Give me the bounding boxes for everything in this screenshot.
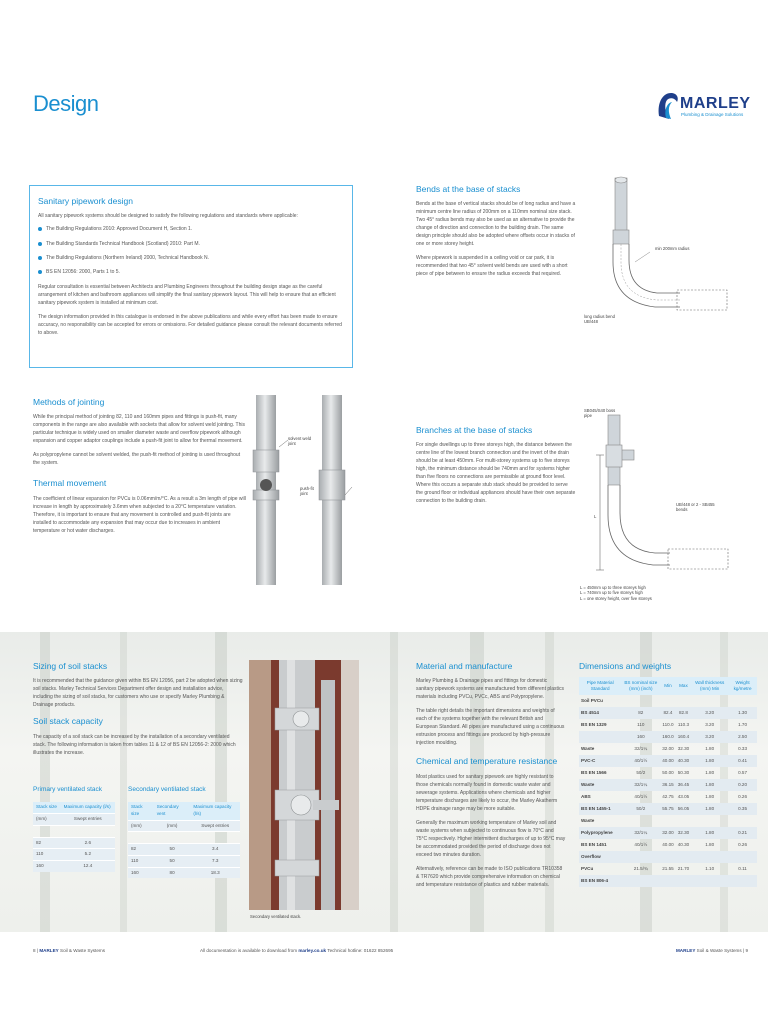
table-cell: 55.75 bbox=[660, 803, 676, 815]
footer-page-left: 8 bbox=[33, 948, 36, 953]
sizing-section bbox=[33, 660, 243, 763]
table-header: Weight kg/metre bbox=[728, 677, 757, 695]
table-cell: BS EN 1566 bbox=[581, 769, 607, 775]
table-cell bbox=[691, 875, 728, 887]
footer-url-link[interactable]: marley.co.uk bbox=[298, 948, 327, 953]
table-cell: 82.4 bbox=[660, 707, 676, 719]
table-cell: 1.80 bbox=[691, 779, 728, 791]
table-cell: Polypropylene bbox=[579, 827, 621, 839]
table-cell: 110 bbox=[33, 849, 61, 861]
table-cell: 1.80 bbox=[691, 827, 728, 839]
page-title: Design bbox=[33, 91, 99, 116]
table-cell: 160.4 bbox=[676, 731, 692, 743]
table-cell: 1.80 bbox=[691, 803, 728, 815]
jointing-section bbox=[33, 396, 248, 541]
legend-item: L = 450mm up to three storeys high bbox=[580, 585, 646, 590]
table-cell: BS EN 1455-1 bbox=[579, 803, 621, 815]
primary-table-title: Primary ventilated stack bbox=[33, 786, 102, 793]
table-cell: 32.30 bbox=[676, 827, 692, 839]
table-cell: 40.30 bbox=[676, 755, 692, 767]
marley-logo-icon bbox=[655, 90, 681, 122]
table-cell: 5.2 bbox=[61, 849, 115, 861]
table-header: Pipe Material Standard bbox=[579, 677, 621, 695]
table-cell: 36.15 bbox=[660, 779, 676, 791]
table-cell bbox=[660, 695, 676, 707]
branches-section bbox=[416, 424, 576, 511]
footer bbox=[0, 948, 768, 962]
table-cell: 3.20 bbox=[691, 707, 728, 719]
table-cell bbox=[728, 851, 757, 863]
table-cell: 0.11 bbox=[738, 865, 747, 871]
table-cell: 36.45 bbox=[676, 779, 692, 791]
table-cell: 32.30 bbox=[677, 745, 690, 751]
marley-logo bbox=[655, 90, 751, 126]
dimensions-title: Dimensions and weights bbox=[579, 661, 672, 671]
table-cell: 1.80 bbox=[705, 769, 715, 775]
table-row bbox=[128, 844, 240, 856]
table-header: Min bbox=[660, 677, 676, 695]
secondary-table-title: Secondary ventilated stack bbox=[128, 786, 206, 793]
radius-label: min 200mm radius bbox=[655, 246, 690, 251]
table-cell: 40/1½ bbox=[621, 755, 660, 767]
footer-right: MARLEY Soil & Waste Systems | 9 bbox=[675, 948, 748, 953]
secondary-table bbox=[128, 802, 240, 878]
table-cell bbox=[676, 815, 692, 827]
material-section bbox=[416, 660, 566, 895]
solvent-weld-label: solvent weld joint bbox=[288, 436, 312, 447]
logo-wordmark: MARLEY bbox=[680, 95, 751, 112]
table-cell: Waste bbox=[581, 817, 595, 823]
table-cell: 3.4 bbox=[190, 844, 240, 856]
table-cell: 110 bbox=[128, 856, 154, 868]
table-cell: 18.3 bbox=[190, 867, 240, 878]
table-row bbox=[579, 743, 757, 755]
table-cell bbox=[691, 815, 728, 827]
table-header: Secondary vent bbox=[154, 802, 191, 820]
table-row bbox=[579, 875, 757, 887]
table-cell: PVCu bbox=[581, 865, 594, 871]
table-cell: 82 bbox=[33, 837, 61, 849]
table-cell: 1.30 bbox=[728, 707, 757, 719]
table-cell: 160 bbox=[33, 861, 61, 872]
table-cell: Swept entries bbox=[190, 820, 240, 832]
table-cell: PVC-C bbox=[579, 755, 621, 767]
dimensions-table bbox=[579, 677, 757, 887]
chemical-paragraph-2: Generally the maximum working temperature of Marley soil and waste systems when subjected to continuous flow is 70°C and 75°C respectively. Higher intermittent discharges of up to 95°C may be accommodated provided the period of discharge does not exceed two minutes duration. bbox=[416, 819, 566, 858]
sizing-title: Sizing of soil stacks bbox=[33, 661, 108, 671]
table-row bbox=[128, 867, 240, 878]
table-cell: 0.57 bbox=[738, 769, 748, 775]
branches-paragraph: For single dwellings up to three storeys high, the distance between the centre line of the lowest branch connection and the invert of the drain should be at least 450mm. For multi-storey systems up to five storeys high, the minimum distance should be 740mm and for systems higher than five floors no connections are permissible at ground floor level. Where this occurs a separate stub stack should be provided to serve the ground floor or individual appliances should have their own separate connection to the building drain. bbox=[416, 442, 576, 505]
table-cell bbox=[621, 851, 660, 863]
table-header: Stack size bbox=[128, 802, 154, 820]
table-cell: ABS bbox=[581, 793, 591, 799]
table-cell: Waste bbox=[581, 745, 595, 751]
table-cell: 110.0 bbox=[662, 721, 674, 727]
table-cell: 50/2 bbox=[621, 803, 660, 815]
table-cell: 82.8 bbox=[676, 707, 692, 719]
table-cell: 0.35 bbox=[728, 803, 757, 815]
table-cell: 42.75 bbox=[662, 793, 674, 799]
table-cell: Waste bbox=[579, 779, 621, 791]
regulations-list bbox=[38, 226, 344, 276]
footer-left: 8 | MARLEY Soil & Waste Systems bbox=[33, 948, 106, 953]
table-cell: 32.00 bbox=[660, 827, 676, 839]
material-paragraph-2: The table right details the important dimensions and weights of each of the systems together with the relevant British and European Standard. All pipes are manufactured using a continuous extrusion process and fittings are produced by high-pressure injection moulding. bbox=[416, 708, 565, 747]
table-cell: 1.80 bbox=[705, 841, 715, 847]
stack-photo bbox=[249, 660, 359, 910]
table-cell: 2.50 bbox=[728, 731, 757, 743]
chemical-title: Chemical and temperature resistance bbox=[416, 756, 558, 767]
table-cell: 80 bbox=[154, 867, 191, 878]
table-row bbox=[579, 695, 757, 707]
table-cell: 110.3 bbox=[677, 721, 690, 727]
table-cell: 50 bbox=[154, 844, 191, 856]
table-row bbox=[579, 827, 757, 839]
table-header: Maximum capacity (l/s) bbox=[61, 802, 115, 813]
table-cell: 1.80 bbox=[705, 745, 715, 751]
table-row bbox=[579, 851, 757, 863]
table-cell bbox=[621, 875, 660, 887]
branches-title: Branches at the base of stacks bbox=[416, 425, 533, 435]
table-cell: 1.70 bbox=[738, 721, 748, 727]
footer-hotline: Technical hotline: 01622 852695 bbox=[327, 948, 394, 953]
list-item: BS EN 12056: 2000, Parts 1 to 5. bbox=[38, 269, 344, 276]
table-row bbox=[579, 791, 757, 803]
branch-diagram bbox=[578, 405, 738, 590]
sanitary-design-box bbox=[29, 185, 353, 368]
table-cell bbox=[660, 875, 676, 887]
table-cell bbox=[728, 695, 757, 707]
chemical-paragraph-1: Most plastics used for sanitary pipework are highly resistant to those chemicals normally found in domestic waste water and sewerage systems. Applications where chemicals and higher temperature discharges are likely to occur, the Marley Akatherm HDPE drainage range may be more suitable. bbox=[416, 773, 558, 812]
thermal-paragraph: The coefficient of linear expansion for PVCu is 0.06mm/m/°C. As a result a 3m length of pipe will increase in length by approximately 3.6mm when subjected to a 20°C temperature variation. Therefore, it is important to ensure that any movement is controlled and push-fit joints are installed to accommodate any expansion that may occur due to increases in ambient temperature or hot water discharges. bbox=[33, 495, 246, 534]
footer-center bbox=[200, 948, 393, 955]
primary-table-block bbox=[33, 785, 118, 872]
table-header: BS nominal size (mm) (inch) bbox=[621, 677, 660, 695]
table-cell: 0.26 bbox=[738, 793, 748, 799]
table-cell: 160 bbox=[621, 731, 660, 743]
list-item: The Building Regulations (Northern Ireland) 2000, Technical Handbook N. bbox=[38, 255, 344, 262]
table-cell: 32/1¼ bbox=[621, 779, 660, 791]
table-cell bbox=[691, 851, 728, 863]
table-cell: 7.3 bbox=[190, 856, 240, 868]
capacity-title: Soil stack capacity bbox=[33, 716, 103, 727]
table-cell bbox=[728, 815, 757, 827]
jointing-paragraph-2: As polypropylene cannot be solvent welded, the push-fit method of jointing is used throughout the system. bbox=[33, 452, 241, 467]
table-header: Stack size bbox=[33, 802, 61, 813]
table-cell: 21.55 bbox=[662, 865, 674, 871]
sanitary-title: Sanitary pipework design bbox=[38, 196, 133, 206]
secondary-table-block bbox=[128, 785, 243, 878]
legend-item: L = 740mm up to five storeys high bbox=[580, 590, 643, 596]
table-cell: 43.05 bbox=[677, 793, 690, 799]
sanitary-paragraph-1: Regular consultation is essential between Architects and Plumbing Engineers throughout the building design stage as the careful arrangement of kitchen and bathroom appliances will simplify the final sanitary pipework layout. This will help to ensure that an efficient sanitary pipework system is installed at minimum cost. bbox=[38, 284, 336, 307]
table-cell: 32/1¼ bbox=[634, 745, 648, 751]
table-cell: 3.20 bbox=[705, 721, 715, 727]
table-cell: 82 bbox=[128, 844, 154, 856]
table-row bbox=[579, 707, 757, 719]
table-cell: 32.00 bbox=[662, 745, 674, 751]
table-cell: 110 bbox=[637, 721, 645, 727]
bends-section bbox=[416, 183, 576, 284]
table-cell bbox=[579, 731, 621, 743]
boss-pipe-label: SB045/S40 boss pipe bbox=[584, 408, 616, 419]
table-cell: 40.00 bbox=[660, 755, 676, 767]
table-cell: BS EN 806-4 bbox=[579, 875, 621, 887]
table-cell: 0.21 bbox=[728, 827, 757, 839]
table-cell: 1.80 bbox=[691, 755, 728, 767]
table-cell: 32/1¼ bbox=[621, 827, 660, 839]
table-row bbox=[33, 837, 115, 849]
table-row bbox=[579, 719, 757, 731]
table-cell: 56.05 bbox=[676, 803, 692, 815]
table-cell: 0.26 bbox=[738, 841, 748, 847]
sanitary-intro: All sanitary pipework systems should be designed to satisfy the following regulations and standards where applicable: bbox=[38, 213, 298, 220]
jointing-title: Methods of jointing bbox=[33, 397, 105, 407]
logo-tagline: Plumbing & Drainage Solutions bbox=[681, 112, 744, 117]
table-header: Maximum capacity (l/s) bbox=[190, 802, 240, 820]
footer-right-text: Soil & Waste Systems bbox=[696, 948, 742, 953]
table-cell: BS EN 1329 bbox=[581, 721, 607, 727]
table-cell: 21.70 bbox=[677, 865, 690, 871]
table-row bbox=[579, 863, 757, 875]
table-row bbox=[579, 755, 757, 767]
bends-paragraph-1: Bends at the base of vertical stacks should be of long radius and have a minimum centre line radius of 200mm on a 110mm nominal size stack. Two 45° radius bends may also be used as an alternative to provide the change of direction and connection to the building drain. The same design principle should also be adopted where offsets occur in stacks of one or more storey height. bbox=[416, 201, 576, 248]
footer-left-text: Soil & Waste Systems bbox=[60, 948, 106, 953]
table-cell bbox=[660, 815, 676, 827]
stack-photo-caption: Secondary ventilated stack. bbox=[250, 914, 302, 919]
primary-table bbox=[33, 802, 115, 871]
table-row bbox=[579, 767, 757, 779]
table-cell: 40/1½ bbox=[634, 841, 648, 847]
table-row bbox=[33, 861, 115, 872]
list-item: The Building Standards Technical Handbook (Scotland) 2010: Part M. bbox=[38, 241, 344, 248]
table-cell bbox=[691, 695, 728, 707]
table-cell: 1.80 bbox=[705, 793, 715, 799]
dimensions-section bbox=[579, 660, 759, 887]
table-cell: 50.00 bbox=[662, 769, 674, 775]
table-cell: 160.0 bbox=[660, 731, 676, 743]
table-row bbox=[579, 803, 757, 815]
legend-item: L = one storey height, over five storeys bbox=[580, 595, 652, 601]
table-cell: 40.00 bbox=[662, 841, 674, 847]
table-cell: 1.10 bbox=[705, 865, 715, 871]
chemical-paragraph-3: Alternatively, reference can be made to ISO publications TR10358 & TR7620 which provide comprehensive information on chemical and temperature resistance of plastics and rubber materials. bbox=[416, 865, 563, 888]
branch-legend bbox=[580, 585, 700, 601]
branch-bends-label: UB/448 or 2 - SB455 bends bbox=[676, 502, 715, 513]
table-cell bbox=[676, 695, 692, 707]
table-cell: (mm) bbox=[128, 820, 154, 832]
table-row bbox=[128, 856, 240, 868]
material-title: Material and manufacture bbox=[416, 661, 513, 671]
table-header: Wall thickness (mm) Min bbox=[691, 677, 728, 695]
sanitary-paragraph-2: The design information provided in this catalogue is endorsed in the above publications and while every effort has been made to ensure accuracy, no responsibility can be accepted for errors or omissions. For detailed guidance please consult the relevant documents referred to above. bbox=[38, 314, 342, 337]
table-cell: 0.20 bbox=[728, 779, 757, 791]
table-cell: 0.41 bbox=[728, 755, 757, 767]
table-cell: 50.30 bbox=[677, 769, 690, 775]
footer-brand-right: MARLEY bbox=[675, 948, 696, 953]
length-label: L bbox=[594, 514, 597, 519]
table-cell: (mm) bbox=[154, 820, 191, 832]
table-cell: (mm) bbox=[33, 814, 61, 826]
jointing-paragraph-1: While the principal method of jointing 82, 110 and 160mm pipes and fittings is push-fit, many components in the range are also available with sockets that allow for solvent weld jointing. This particular technique is widely used on smaller diameter waste and overflow pipework although expansion and copper adaptor couplings include a push-fit joint to allow for thermal movement. bbox=[33, 414, 245, 445]
capacity-paragraph: The capacity of a soil stack can be increased by the installation of a secondary ventilated stack. The following information is taken from tables 11 & 12 of BS EN 12056-2: 2000 which illustrates the increase. bbox=[33, 733, 236, 756]
table-row bbox=[579, 815, 757, 827]
table-cell: 0.33 bbox=[738, 745, 748, 751]
table-cell: 21.5/¾ bbox=[633, 865, 648, 871]
table-cell: 82 bbox=[621, 707, 660, 719]
table-cell bbox=[728, 875, 757, 887]
thermal-title: Thermal movement bbox=[33, 478, 107, 489]
list-item: The Building Regulations 2010: Approved Document H, Section 1. bbox=[38, 226, 344, 233]
bends-paragraph-2: Where pipework is suspended in a ceiling void or car park, it is recommended that two 45° solvent weld bends are used with a short piece of pipe between to ensure the radius exceeds that required. bbox=[416, 255, 568, 278]
table-header: Max bbox=[676, 677, 692, 695]
table-cell bbox=[621, 815, 660, 827]
bend-label: long radius bend UB/448 bbox=[584, 314, 615, 325]
table-cell: 40.30 bbox=[677, 841, 690, 847]
table-cell bbox=[676, 875, 692, 887]
bends-title: Bends at the base of stacks bbox=[416, 184, 521, 194]
sizing-paragraph: It is recommended that the guidance given within BS EN 12056, part 2 be adopted when sizing soil stacks. Marley Technical Services Department offer design and installation advice, including the sizing of soil stacks, for customers who use or specify Marley Plumbing & Drainage products. bbox=[33, 678, 243, 709]
table-cell: Soil PVCu bbox=[581, 697, 603, 703]
table-cell: Swept entries bbox=[61, 814, 115, 826]
table-cell: 2.6 bbox=[61, 837, 115, 849]
material-paragraph-1: Marley Plumbing & Drainage pipes and fittings for domestic sanitary pipework systems are manufactured from different plastics materials including PVCu, PVCc, ABS and Polypropylene. bbox=[416, 678, 565, 701]
table-cell: 3.20 bbox=[691, 731, 728, 743]
table-cell: BS 4514 bbox=[579, 707, 621, 719]
table-cell: 50 bbox=[154, 856, 191, 868]
push-fit-label: push-fit joint bbox=[300, 486, 314, 497]
table-cell bbox=[660, 851, 676, 863]
table-cell: 12.4 bbox=[61, 861, 115, 872]
table-cell: 50/2 bbox=[636, 769, 646, 775]
table-row bbox=[579, 779, 757, 791]
footer-page-right: 9 bbox=[745, 948, 748, 953]
table-cell: 40/1½ bbox=[634, 793, 648, 799]
footer-brand-left: MARLEY bbox=[39, 948, 59, 953]
table-row bbox=[33, 849, 115, 861]
table-cell: Overflow bbox=[579, 851, 621, 863]
table-cell bbox=[676, 851, 692, 863]
table-row bbox=[579, 731, 757, 743]
table-cell bbox=[621, 695, 660, 707]
table-cell: 160 bbox=[128, 867, 154, 878]
table-cell: BS EN 1451 bbox=[581, 841, 607, 847]
table-row bbox=[579, 839, 757, 851]
footer-center-text: All documentation is available to download from bbox=[200, 948, 298, 953]
